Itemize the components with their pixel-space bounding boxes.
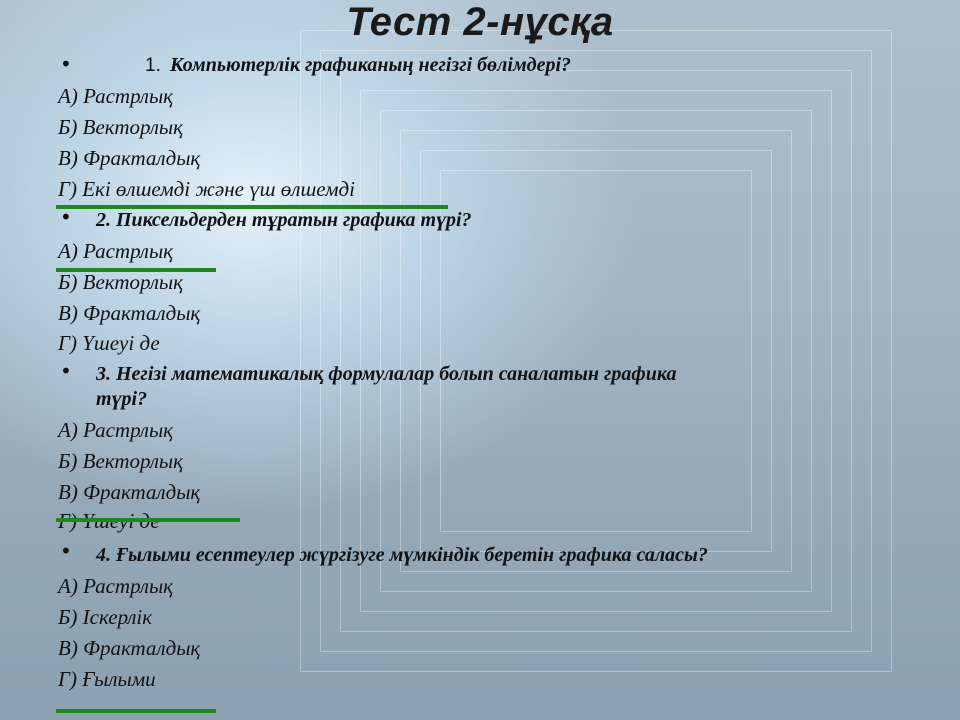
- background-frame: [420, 150, 772, 552]
- q4-option-b: Б) Іскерлік: [58, 605, 153, 629]
- background-frame: [440, 170, 752, 532]
- question-3-text-line1: 3. Негізі математикалық формулалар болып саналатын графика: [96, 363, 677, 385]
- q1-option-a: А) Растрлық: [58, 84, 173, 108]
- q2-option-b: Б) Векторлық: [58, 270, 183, 294]
- question-4-text: 4. Ғылыми есептеулер жүргізуге мүмкіндік беретін графика саласы?: [96, 544, 708, 566]
- q2-option-d: Г) Үшеуі де: [58, 331, 160, 355]
- background-frame: [400, 130, 792, 572]
- background-frame: [300, 30, 892, 672]
- q4-option-c: В) Фракталдық: [58, 636, 201, 660]
- slide-title: Тест 2-нұсқа: [346, 0, 614, 44]
- q1-option-c: В) Фракталдық: [58, 146, 201, 170]
- bullet-icon: •: [60, 205, 72, 229]
- q2-option-c: В) Фракталдық: [58, 301, 201, 325]
- q3-option-c: В) Фракталдық: [58, 480, 201, 504]
- question-2-text: 2. Пиксельдерден тұратын графика түрі?: [96, 209, 472, 231]
- q4-answer-underline: [56, 709, 216, 713]
- bullet-icon: •: [60, 359, 72, 383]
- background-frame: [360, 90, 832, 612]
- q1-option-d: Г) Екі өлшемді және үш өлшемді: [58, 177, 355, 201]
- q3-option-a: А) Растрлық: [58, 418, 173, 442]
- q2-option-a: А) Растрлық: [58, 239, 173, 263]
- q4-option-a: А) Растрлық: [58, 574, 173, 598]
- q3-answer-underline: [56, 518, 240, 522]
- bullet-icon: •: [60, 52, 72, 76]
- question-1-text: Компьютерлік графиканың негізгі бөлімдері?: [170, 54, 572, 76]
- background-frame: [380, 110, 812, 592]
- q3-option-b: Б) Векторлық: [58, 449, 183, 473]
- question-3-text-line2: түрі?: [96, 388, 148, 410]
- question-1-number: 1.: [145, 55, 161, 76]
- bullet-icon: •: [60, 539, 72, 563]
- q1-option-b: Б) Векторлық: [58, 115, 183, 139]
- q4-option-d: Г) Ғылыми: [58, 667, 156, 691]
